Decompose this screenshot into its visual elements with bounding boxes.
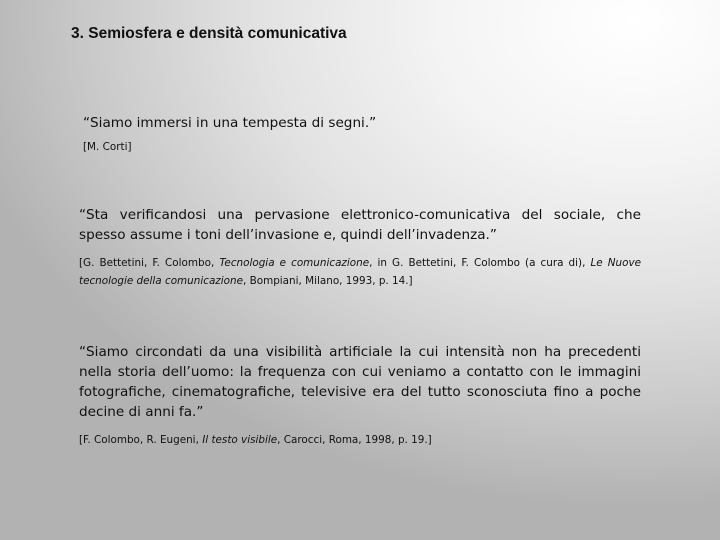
citation-text: [F. Colombo, R. Eugeni, <box>79 434 203 446</box>
citation-text: [G. Bettetini, F. Colombo, <box>79 257 220 269</box>
citation-corti: [M. Corti] <box>83 141 132 153</box>
citation-text: , in G. Bettetini, F. Colombo (a cura di), <box>369 257 591 269</box>
slide-title: 3. Semiosfera e densità comunicativa <box>71 25 347 42</box>
citation-colombo-eugeni <box>79 431 641 449</box>
citation-text: , Carocci, Roma, 1998, p. 19.] <box>277 434 432 446</box>
citation-book-title: Tecnologia e comunicazione <box>219 257 370 269</box>
citation-text: , Bompiani, Milano, 1993, p. 14.] <box>242 275 413 287</box>
quote-corti: “Siamo immersi in una tempesta di segni.” <box>83 115 377 131</box>
quote-colombo-eugeni: “Siamo circondati da una visibilità artificiale la cui intensità non ha precedenti nella storia dell’uomo: la frequenza con cui veniamo a contatto con le immagini fotografiche, cinematografiche, televisive era del tutto sconosciuta fino a poche decine di anni fa.” <box>79 344 641 420</box>
citation-bettetini-colombo <box>79 254 641 290</box>
citation-book-title: Le Nuove tecnologie della comunicazione <box>79 257 641 287</box>
citation-book-title: Il testo visibile <box>202 434 278 446</box>
quote-bettetini-colombo: “Sta verificandosi una pervasione elettronico-comunicativa del sociale, che spesso assume i toni dell’invasione e, quindi dell’invadenza.” <box>79 207 641 243</box>
